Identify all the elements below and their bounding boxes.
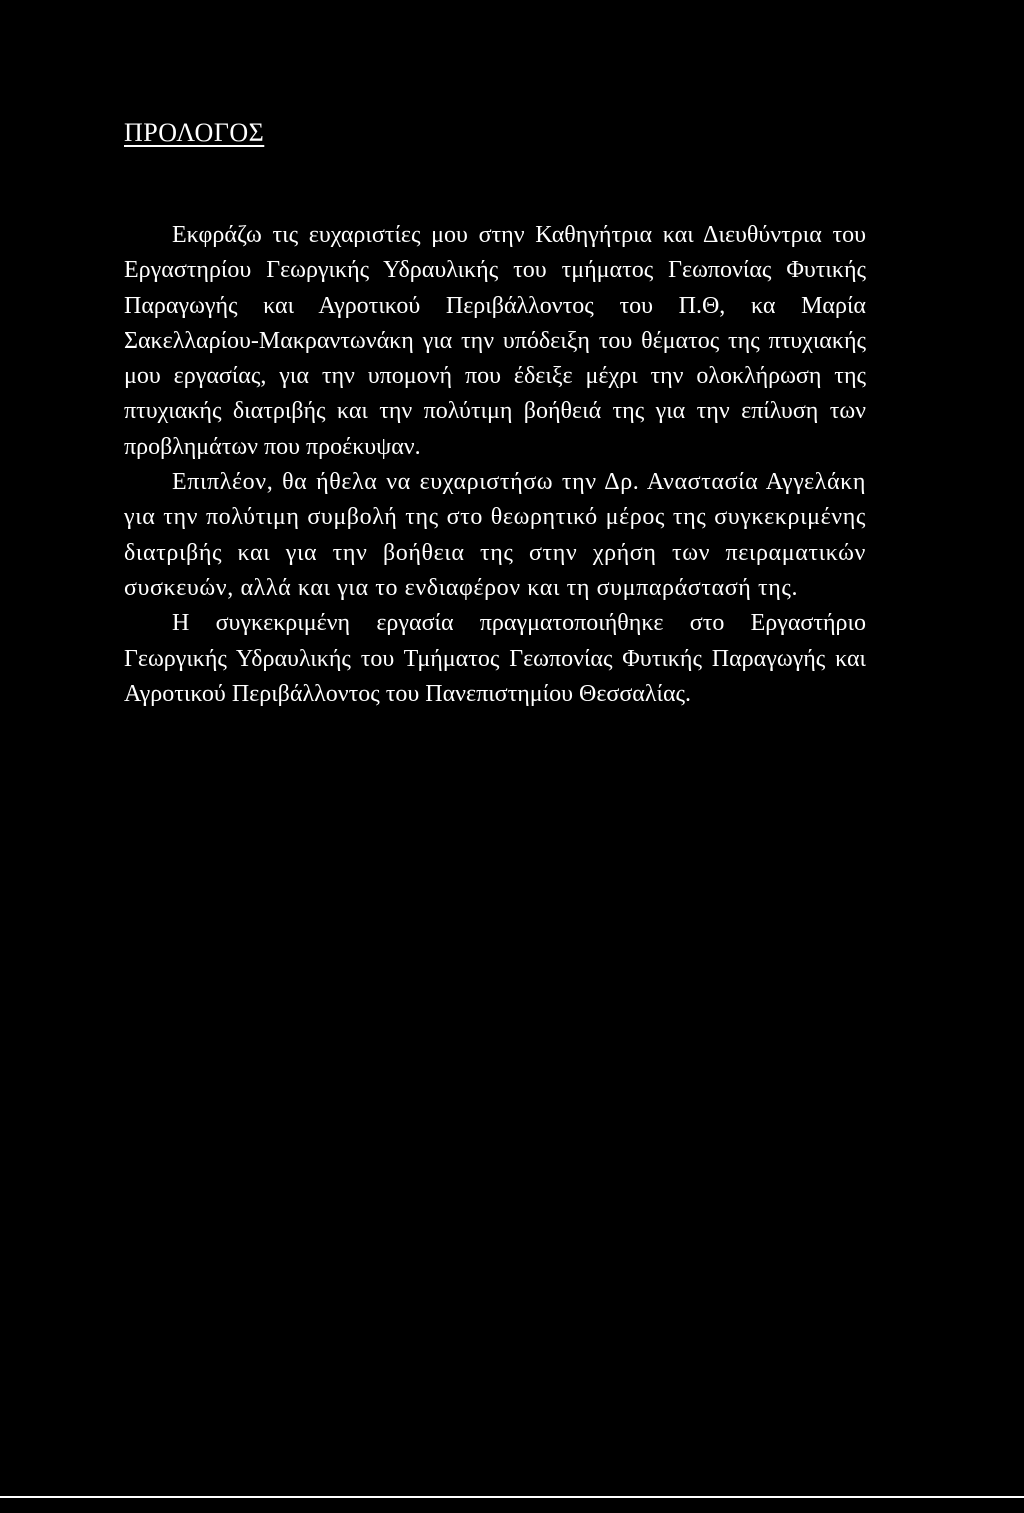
- preface-body: [124, 218, 866, 712]
- paragraph-acknowledgement-supervisor: Εκφράζω τις ευχαριστίες μου στην Καθηγήτρια και Διευθύντρια του Εργαστηρίου Γεωργικής Υδραυλικής του τμήματος Γεωπονίας Φυτικής Παραγωγής και Αγροτικού Περιβάλλοντος του Π.Θ, κα Μαρία Σακελλαρίου-Μακραντωνάκη για την υπόδειξη του θέματος της πτυχιακής μου εργασίας, για την υπομονή που έδειξε μέχρι την ολοκλήρωση της πτυχιακής διατριβής και την πολύτιμη βοήθειά της για την επίλυση των προβλημάτων που προέκυψαν.: [124, 222, 866, 460]
- page-title: ΠΡΟΛΟΓΟΣ: [124, 118, 265, 147]
- paragraph-acknowledgement-collaborator: Επιπλέον, θα ήθελα να ευχαριστήσω την Δρ. Αναστασία Αγγελάκη για την πολύτιμη συμβολή της στο θεωρητικό μέρος της συγκεκριμένης διατριβής και για την βοήθεια της στην χρήση των πειραματικών συσκευών, αλλά και για το ενδιαφέρον και τη συμπαράστασή της.: [124, 469, 866, 601]
- page-bottom-rule: [0, 1496, 1024, 1498]
- paragraph-lab-location: Η συγκεκριμένη εργασία πραγματοποιήθηκε στο Εργαστήριο Γεωργικής Υδραυλικής του Τμήματος Γεωπονίας Φυτικής Παραγωγής και Αγροτικού Περιβάλλοντος του Πανεπιστημίου Θεσσαλίας.: [124, 610, 866, 707]
